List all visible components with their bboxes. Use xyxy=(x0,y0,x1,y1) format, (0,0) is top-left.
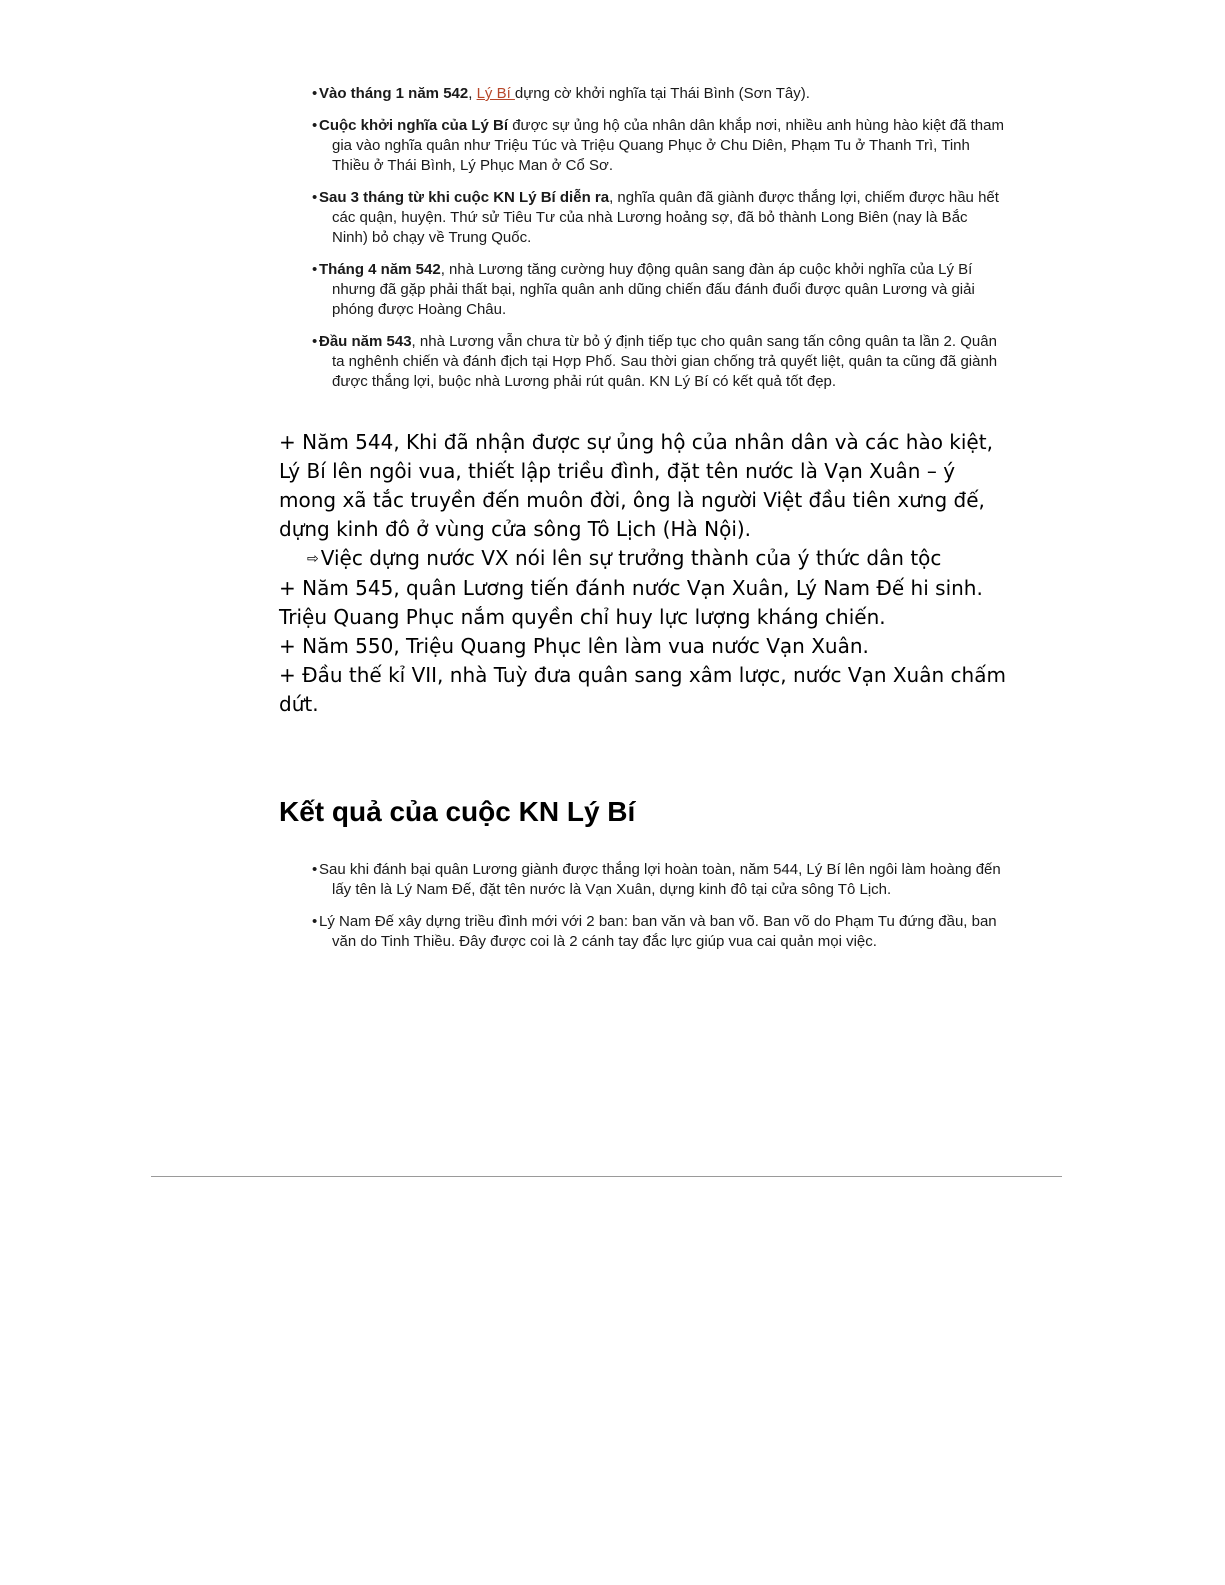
item-bold: Sau 3 tháng từ khi cuộc KN Lý Bí diễn ra xyxy=(319,189,610,206)
paragraph-545: + Năm 545, quân Lương tiến đánh nước Vạn Xuân, Lý Nam Đế hi sinh. Triệu Quang Phục nắm quyền chỉ huy lực lượng kháng chiến. xyxy=(279,576,983,629)
list-item: • Cuộc khởi nghĩa của Lý Bí được sự ủng hộ của nhân dân khắp nơi, nhiều anh hùng hào kiệt đã tham gia vào nghĩa quân như Triệu Túc và Triệu Quang Phục ở Chu Diên, Phạm Tu ở Thanh Trì, Tinh Thiều ở Thái Bình, Lý Phục Man ở Cổ Sơ. xyxy=(312,117,1004,174)
item-bold: Đầu năm 543 xyxy=(319,333,412,350)
list-item: • Vào tháng 1 năm 542, Lý Bí dựng cờ khởi nghĩa tại Thái Bình (Sơn Tây). xyxy=(312,85,810,102)
page-divider xyxy=(151,1176,1062,1177)
item-bold: Cuộc khởi nghĩa của Lý Bí xyxy=(319,117,509,134)
list-item: • Lý Nam Đế xây dựng triều đình mới với 2 ban: ban văn và ban võ. Ban võ do Phạm Tu đứng đầu, ban văn do Tinh Thiều. Đây được coi là 2 cánh tay đắc lực giúp vua cai quản mọi việc. xyxy=(312,913,997,950)
uprising-events-list xyxy=(305,84,1005,404)
paragraph-544: + Năm 544, Khi đã nhận được sự ủng hộ của nhân dân và các hào kiệt, Lý Bí lên ngôi vua, thiết lập triều đình, đặt tên nước là Vạn Xuân – ý mong xã tắc truyền đến muôn đời, ông là người Việt đầu tiên xưng đế, dựng kinh đô ở vùng cửa sông Tô Lịch (Hà Nội). xyxy=(279,430,993,541)
item-bold: Vào tháng 1 năm 542 xyxy=(319,85,469,102)
section-heading: Kết quả của cuộc KN Lý Bí xyxy=(279,796,636,827)
list-item: • Tháng 4 năm 542, nhà Lương tăng cường huy động quân sang đàn áp cuộc khởi nghĩa của Lý Bí nhưng đã gặp phải thất bại, nghĩa quân anh dũng chiến đấu đánh đuổi được quân Lương và giải phóng được Hoàng Châu. xyxy=(312,261,975,318)
list-item: • Sau khi đánh bại quân Lương giành được thắng lợi hoàn toàn, năm 544, Lý Bí lên ngôi làm hoàng đến lấy tên là Lý Nam Đế, đặt tên nước là Vạn Xuân, dựng kinh đô tại cửa sông Tô Lịch. xyxy=(312,861,1001,898)
item-bold: Tháng 4 năm 542 xyxy=(319,261,441,278)
list-item: • Đầu năm 543, nhà Lương vẫn chưa từ bỏ ý định tiếp tục cho quân sang tấn công quân ta lần 2. Quân ta nghênh chiến và đánh địch tại Hợp Phố. Sau thời gian chống trả quyết liệt, quân ta cũng đã giành được thắng lợi, buộc nhà Lương phải rút quân. KN Lý Bí có kết quả tốt đẹp. xyxy=(312,333,998,390)
paragraph-conclusion: ⇨ Việc dựng nước VX nói lên sự trưởng thành của ý thức dân tộc xyxy=(307,546,942,570)
arrow-right-icon: ⇨ xyxy=(307,551,319,567)
list-item: • Sau 3 tháng từ khi cuộc KN Lý Bí diễn ra, nghĩa quân đã giành được thắng lợi, chiếm được hầu hết các quận, huyện. Thứ sử Tiêu Tư của nhà Lương hoảng sợ, đã bỏ thành Long Biên (nay là Bắc Ninh) bỏ chạy về Trung Quốc. xyxy=(312,189,999,246)
body-paragraphs xyxy=(279,428,1009,719)
results-list xyxy=(305,860,1005,964)
ly-bi-link[interactable]: Lý Bí xyxy=(476,85,515,102)
paragraph-550: + Năm 550, Triệu Quang Phục lên làm vua nước Vạn Xuân. xyxy=(279,634,869,658)
paragraph-vii: + Đầu thế kỉ VII, nhà Tuỳ đưa quân sang xâm lược, nước Vạn Xuân chấm dứt. xyxy=(279,663,1006,716)
